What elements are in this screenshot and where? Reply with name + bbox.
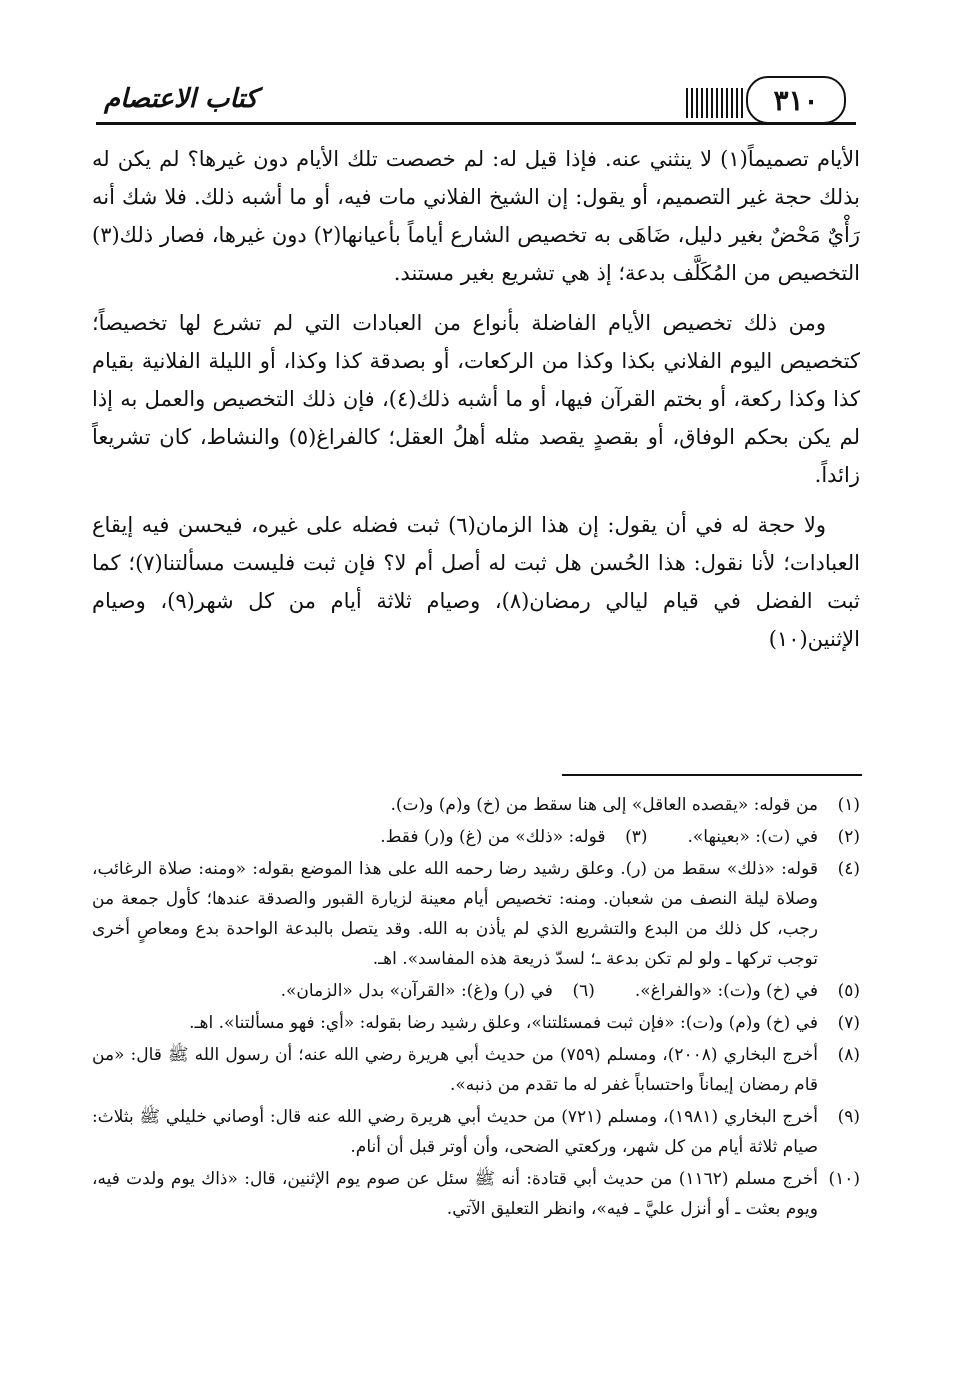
footnote-7 bbox=[92, 1008, 860, 1038]
footnote-text: قوله: «ذلك» من (غ) و(ر) فقط. bbox=[380, 827, 606, 847]
paragraph-1: الأيام تصميماً(١) لا ينثني عنه. فإذا قيل له: لم خصصت تلك الأيام دون غيرها؟ لم يكن له بذلك حجة غير التصميم، أو يقول: إن الشيخ الفلاني مات فيه، أو ما أشبه ذلك. فلا شك أنه رَأْيٌ مَحْضٌ بغير دليل، ضَاهَى به تخصيص الشارع أياماً بأعيانها(٢) دون غيرها، فصار ذلك(٣) التخصيص من المُكَلَّف بدعة؛ إذ هي تشريع بغير مستند. bbox=[92, 147, 860, 285]
footnote-4 bbox=[92, 854, 860, 974]
footnote-text: من قوله: «يقصده العاقل» إلى هنا سقط من (خ) و(م) و(ت). bbox=[390, 795, 818, 815]
footnote-number: (٥) bbox=[837, 981, 860, 1001]
footnote-1 bbox=[92, 790, 860, 820]
footnote-3 bbox=[380, 822, 647, 852]
footnote-9 bbox=[92, 1102, 860, 1162]
footnotes bbox=[92, 790, 860, 1226]
footnote-text: أخرج البخاري (٢٠٠٨)، ومسلم (٧٥٩) من حديث أبي هريرة رضي الله عنه؛ أن رسول الله ﷺ قال: «من قام رمضان إيماناً واحتساباً غفر له ما تقدم من ذنبه». bbox=[92, 1045, 819, 1095]
footnote-text: أخرج مسلم (١١٦٢) من حديث أبي قتادة: أنه ﷺ سئل عن صوم يوم الإثنين، قال: «ذاك يوم ولدت فيه، ويوم بعثت ـ أو أنزل عليَّ ـ فيه»، وانظر التعليق الآتي. bbox=[92, 1169, 818, 1219]
header-rule bbox=[96, 122, 856, 125]
footnote-number: (٦) bbox=[572, 981, 595, 1001]
header-ornament bbox=[686, 88, 744, 118]
footnote-number: (٣) bbox=[625, 827, 648, 847]
paragraph-3: ولا حجة له في أن يقول: إن هذا الزمان(٦) ثبت فضله على غيره، فيحسن فيه إيقاع العبادات؛ لأنا نقول: هذا الحُسن هل ثبت له أصل أم لا؟ فإن ثبت فليست مسألتنا(٧)؛ كما ثبت الفضل في قيام ليالي رمضان(٨)، وصيام ثلاثة أيام من كل شهر(٩)، وصيام الإثنين(١٠) bbox=[92, 513, 860, 651]
footnote-text: قوله: «ذلك» سقط من (ر). وعلق رشيد رضا رحمه الله على هذا الموضع بقوله: «ومنه: صلاة الرغائب، وصلاة ليلة النصف من شعبان. ومنه: تخصيص أيام معينة لزيارة القبور والصدقة عندها؛ كأول جمعة من رجب، كل ذلك من البدع والتشريع الذي لم يأذن به الله. وقد يتصل بالبدعة الواحدة بدع ومعاصٍ أخرى توجب تركها ـ ولو لم تكن بدعة ـ؛ لسدّ ذريعة هذه المفاسد». اهـ. bbox=[92, 859, 818, 969]
footnote-number: (٤) bbox=[837, 859, 860, 879]
main-text bbox=[92, 140, 860, 670]
footnote-row-5-6 bbox=[92, 976, 860, 1006]
footnote-text: في (خ) و(م) و(ت): «فإن ثبت فمسئلتنا»، وعلق رشيد رضا بقوله: «أي: فهو مسألتنا». اهـ. bbox=[189, 1013, 818, 1033]
footnote-text: في (ر) و(غ): «القرآن» بدل «الزمان». bbox=[280, 981, 553, 1001]
footnote-row-2-3 bbox=[92, 822, 860, 852]
footnote-number: (٨) bbox=[837, 1045, 860, 1065]
footnote-text: في (خ) و(ت): «والفراغ». bbox=[634, 981, 818, 1001]
footnote-number: (٧) bbox=[837, 1013, 860, 1033]
page-number: ٣١٠ bbox=[746, 76, 846, 124]
footnote-8 bbox=[92, 1040, 860, 1100]
footnote-text: أخرج البخاري (١٩٨١)، ومسلم (٧٢١) من حديث أبي هريرة رضي الله عنه قال: أوصاني خليلي ﷺ بثلاث: صيام ثلاثة أيام من كل شهر، وركعتي الضحى، وأن أوتر قبل أن أنام. bbox=[92, 1107, 819, 1157]
footnote-divider bbox=[562, 774, 862, 776]
footnote-6 bbox=[281, 976, 595, 1006]
footnote-number: (٩) bbox=[837, 1107, 860, 1127]
footnote-2 bbox=[687, 822, 860, 852]
paragraph-2: ومن ذلك تخصيص الأيام الفاضلة بأنواع من العبادات التي لم تشرع لها تخصيصاً؛ كتخصيص اليوم الفلاني بكذا وكذا من الركعات، أو بصدقة كذا وكذا، أو الليلة الفلانية بقيام كذا وكذا ركعة، أو بختم القرآن فيها، أو ما أشبه ذلك(٤)، فإن ذلك التخصيص والعمل به إذا لم يكن بحكم الوفاق، أو بقصدٍ يقصد مثله أهلُ العقل؛ كالفراغ(٥) والنشاط، كان تشريعاً زائداً. bbox=[92, 311, 861, 487]
footnote-number: (١) bbox=[837, 795, 860, 815]
footnote-text: في (ت): «بعينها». bbox=[687, 827, 818, 847]
footnote-number: (٢) bbox=[837, 827, 860, 847]
book-title: كتاب الاعتصام bbox=[104, 84, 258, 114]
footnote-5 bbox=[635, 976, 860, 1006]
page-header bbox=[96, 72, 856, 128]
footnote-number: (١٠) bbox=[828, 1169, 860, 1189]
footnote-10 bbox=[92, 1164, 860, 1224]
